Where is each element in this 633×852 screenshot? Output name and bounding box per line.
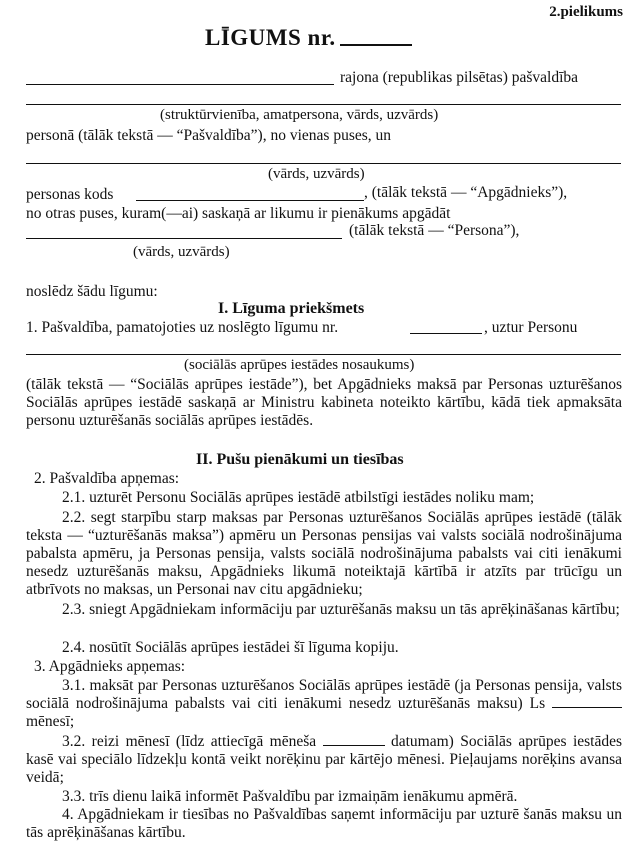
item-2-2: 2.2. segt starpību starp maksas par Personas uzturēšanos Sociālās aprūpes iestādē (tālāk teksta — “uzturēšanās maksa”) apmēru un Personas pensijas vai valsts sociālā nodrošinājuma pabalsta apmēru, ja Personas pensija, valsts sociālā nodrošinājuma pabalsts vai citi ienākumi nesedz uzturēšanās maksu, Apgādnieks likumā noteiktajā kārtībā ir atzīts par trūcīgu un atbrīvots no maksas, un Personai nav citu apgādnieku; — [26, 509, 622, 598]
item-3-2-end: datumam) Sociālās aprūpes iestādes kasē vai speciālo līdzekļu kontā veikt norēķinu par kārtējo mēnesi. Pieļaujams norēķins avansa veidā; — [26, 733, 623, 786]
section-1-heading: I. Līguma priekšmets — [218, 300, 365, 317]
page-title — [205, 24, 412, 50]
item-3: 3. Apgādnieks apņemas: — [34, 658, 186, 675]
person-suffix: (tālāk tekstā — “Persona”), — [349, 222, 520, 239]
structural-unit-blank — [26, 104, 621, 105]
amount-blank — [552, 695, 622, 708]
item-3-3: 3.3. trīs dienu laikā informēt Pašvaldību par izmaiņām ienākumu apmērā. — [62, 788, 518, 805]
personal-code-suffix: , (tālāk tekstā — “Apgādnieks”), — [364, 184, 568, 201]
s1-p1-start: 1. Pašvaldība, pamatojoties uz noslēgto līgumu nr. — [26, 319, 339, 336]
item-3-2 — [26, 733, 622, 787]
other-party-line: no otras puses, kuram(—ai) saskaņā ar likumu ir pienākums apgādāt — [26, 205, 451, 222]
district-suffix: rajona (republikas pilsētas) pašvaldība — [340, 69, 579, 86]
item-3-1-end: mēnesī; — [26, 713, 75, 730]
agree-line: noslēdz šādu līgumu: — [26, 283, 158, 300]
date-blank — [323, 733, 385, 746]
title-text: LĪGUMS nr. — [205, 25, 336, 50]
item-2-1: 2.1. uzturēt Personu Sociālās aprūpes iestādē atbilstīgi iestādes noliku mam; — [62, 489, 535, 506]
district-blank — [26, 84, 334, 85]
item-3-1-text: 3.1. maksāt par Personas uzturēšanos Sociālās aprūpes iestādē (ja Personas pensija, valsts sociālā nodrošinājuma pabalsts vai citi ienākumi nesedz uzturēšanās maksu) Ls — [26, 677, 622, 712]
personal-code-blank — [136, 200, 364, 201]
caption-name-1: (vārds, uzvārds) — [268, 166, 365, 182]
item-3-1 — [26, 677, 622, 731]
item-2: 2. Pašvaldība apņemas: — [34, 470, 180, 487]
item-3-2-start: 3.2. reizi mēnesī (līdz attiecīgā mēneša — [62, 733, 317, 750]
person-name-blank — [26, 238, 342, 239]
item-2-4: 2.4. nosūtīt Sociālās aprūpes iestādei šī līguma kopiju. — [62, 639, 399, 656]
caption-institution: (sociālās aprūpes iestādes nosaukums) — [184, 357, 415, 373]
s1-institution-blank — [26, 354, 621, 355]
section-2-heading: II. Pušu pienākumi un tiesības — [196, 451, 404, 468]
caption-structural: (struktūrvienība, amatpersona, vārds, uzvārds) — [160, 107, 439, 123]
s1-paragraph: (tālāk tekstā — “Sociālās aprūpes iestāde”), bet Apgādnieks maksā par Personas uzturēšanos Sociālās aprūpes iestādē saskaņā ar Ministru kabineta noteikto kārtību, kādā tiek apmaksāta personu uzturēšanās sociālās aprūpes iestādēs. — [26, 376, 622, 429]
s1-contract-blank — [410, 333, 482, 334]
s1-p1-end: , uztur Personu — [484, 319, 578, 336]
annex-label: 2.pielikums — [549, 4, 623, 20]
personal-code-label: personas kods — [26, 186, 114, 203]
name-blank-1 — [26, 163, 621, 164]
item-2-3: 2.3. sniegt Apgādniekam informāciju par uzturēšanās maksu un tās aprēķināšanas kārtību; — [62, 601, 620, 618]
person-line: personā (tālāk tekstā — “Pašvaldība”), no vienas puses, un — [26, 127, 392, 144]
caption-name-2: (vārds, uzvārds) — [133, 244, 230, 260]
contract-number-blank — [340, 24, 412, 46]
item-4: 4. Apgādniekam ir tiesības no Pašvaldības saņemt informāciju par uzturē šanās maksu un tās aprēķināšanas kārtību. — [26, 806, 622, 841]
